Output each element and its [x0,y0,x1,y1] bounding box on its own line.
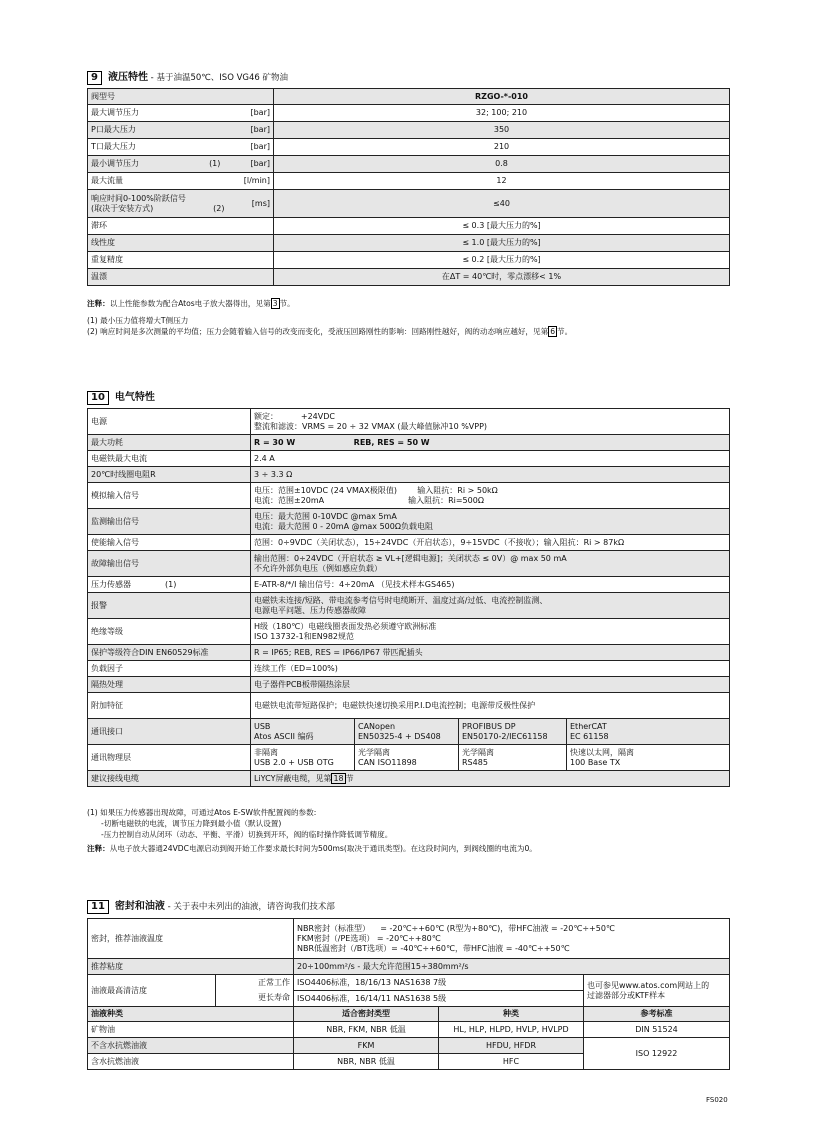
section-title: 液压特性 [107,72,148,83]
section-subtitle: - 基于油温50℃、ISO VG46 矿物油 [147,73,289,83]
table-row: 故障输出信号 输出范围：0÷24VDC（开启状态 ≥ VL+[逻辑电源]；关闭状态 ≤ 0V）@ max 50 mA 不允许外部负电压（例如感应负载） [88,551,730,577]
table-row: 电源 额定： +24VDC 整流和滤波：VRMS = 20 ÷ 32 VMAX (最大峰值脉冲10 %VPP) [88,409,730,435]
table-row: 密封，推荐油液温度 NBR密封（标准型） = -20℃÷+60℃ (R型为+80℃)，带HFC油液 = -20℃÷+50℃ FKM密封（/PE选项） = -20℃÷+80℃ NBR低温密封（/BT选项）= -40℃÷+60℃，带HFC油液 = -40℃÷+50℃ [88,919,730,959]
table-row: 温漂 在ΔT = 40℃时，零点漂移< 1% [88,269,730,286]
header-value: RZGO-*-010 [274,89,730,105]
table-row: 通讯接口 USB Atos ASCII 编码 CANopen EN50325-4 + DS408 PROFIBUS DP EN50170-2/IEC61158 EtherCAT EC 61158 [88,719,730,745]
table-row: 20℃时线圈电阻R 3 ÷ 3.3 Ω [88,467,730,483]
page-code: FS020 [706,1096,728,1104]
section-number: 11 [87,900,109,914]
table-row: 不含水抗燃油液 FKM HFDU, HFDR ISO 12922 [88,1038,730,1054]
table-row: 负载因子 连续工作（ED=100%) [88,661,730,677]
table-row: 电磁铁最大电流 2.4 A [88,451,730,467]
table-header-row: 油液种类 适合密封类型 种类 参考标准 [88,1007,730,1022]
fluids-table [87,918,730,1070]
table-row: 滞环 ≤ 0.3 [最大压力的%] [88,218,730,235]
table-row: 压力传感器 (1) E-ATR-8/*/I 输出信号：4÷20mA （见技术样本GS465) [88,577,730,593]
table-row: P口最大压力 [bar] 350 [88,122,730,139]
table-row: 矿物油 NBR, FKM, NBR 低温 HL, HLP, HLPD, HVLP, HVLPD DIN 51524 [88,1022,730,1038]
table-row: 含水抗燃油液 NBR, NBR 低温 HFC [88,1054,730,1070]
table-row: T口最大压力 [bar] 210 [88,139,730,156]
table-row: 重复精度 ≤ 0.2 [最大压力的%] [88,252,730,269]
table-row: 响应时间0-100%阶跃信号 (取决于安装方式) (2) [ms] ≤40 [88,190,730,218]
section-10-footnote-1: (1) 如果压力传感器出现故障，可通过Atos E-SW软件配置阀的参数: [87,808,317,817]
table-row: 线性度 ≤ 1.0 [最大压力的%] [88,235,730,252]
section-10-footnote-1a: -切断电磁铁的电流，调节压力降到最小值（默认设置) [101,819,282,828]
section-11-heading [87,897,335,914]
section-9-heading [87,68,288,85]
section-10-note: 注释：从电子放大器通24VDC电源启动到阀开始工作要求最长时间为500ms(取决于通讯类型)。在这段时间内，到阀线圈的电流为0。 [87,844,537,853]
section-title: 密封和油液 [114,901,165,912]
table-row: 报警 电磁铁未连接/短路、带电流参考信号时电缆断开、温度过高/过低、电流控制监测、 电源电平问题、压力传感器故障 [88,593,730,619]
table-row: 建议接线电缆 LiYCY屏蔽电缆，见第 18 节 [88,771,730,787]
table-row: 保护等级符合DIN EN60529标准 R = IP65; REB, RES = IP66/IP67 带匹配插头 [88,645,730,661]
section-9-note: 注释：以上性能参数为配合Atos电子放大器得出，见第 3 节。 [87,299,295,308]
footnote-1: (1) 最小压力值将增大T侧压力 [87,316,189,325]
table-row: 最小调节压力 (1) [bar] 0.8 [88,156,730,173]
table-row: 监测输出信号 电压：最大范围 0-10VDC @max 5mA 电流：最大范围 0 - 20mA @max 500Ω负载电阻 [88,509,730,535]
table-row: 使能输入信号 范围：0÷9VDC（关闭状态），15÷24VDC（开启状态），9÷15VDC（不接收）；输入阻抗：Ri > 87kΩ [88,535,730,551]
table-row: 隔热处理 电子器件PCB板带隔热涂层 [88,677,730,693]
table-row: 附加特征 电磁铁电流带短路保护；电磁铁快速切换采用P.I.D电流控制；电源带反极性保护 [88,693,730,719]
section-10-heading [87,388,155,405]
table-row: 推荐粘度 20÷100mm²/s - 最大允许范围15÷380mm²/s [88,959,730,975]
header-label: 阀型号 [88,89,274,105]
section-10-footnote-1b: -压力控制自动从闭环（动态、平衡、平滑）切换到开环，阀的临时操作降低调节精度。 [101,830,393,839]
section-number: 9 [87,71,102,85]
hydraulic-table [87,88,730,286]
section-number: 10 [87,391,109,405]
table-row: 油液最高清洁度 正常工作 ISO4406标准，18/16/13 NAS1638 7级 也可参见www.atos.com网站上的 过滤器部分或KTF样本 [88,975,730,991]
footnote-2: (2) 响应时间是多次测量的平均值；压力会随着输入信号的改变而变化，受液压回路刚性的影响：回路刚性越好，阀的动态响应越好，见第 6 节。 [87,327,573,336]
table-row: 最大流量 [l/min] 12 [88,173,730,190]
section-title: 电气特性 [114,392,155,403]
table-row: 绝缘等级 H级（180℃）电磁线圈表面发热必须遵守欧洲标准 ISO 13732-1和EN982规范 [88,619,730,645]
table-row: 更长寿命 ISO4406标准，16/14/11 NAS1638 5级 [88,991,730,1007]
table-row: 模拟输入信号 电压：范围±10VDC (24 VMAX极限值) 输入阻抗：Ri > 50kΩ 电流：范围±20mA 输入阻抗：Ri=500Ω [88,483,730,509]
electrical-table [87,408,730,787]
table-row: 最大调节压力 [bar] 32; 100; 210 [88,105,730,122]
table-row: 最大功耗 R = 30 W REB, RES = 50 W [88,435,730,451]
table-row: 通讯物理层 非隔离 USB 2.0 + USB OTG 光学隔离 CAN ISO11898 光学隔离 RS485 快速以太网，隔离 100 Base TX [88,745,730,771]
section-subtitle: - 关于表中未列出的油液，请咨询我们技术部 [164,902,335,912]
table-header-row [88,89,730,105]
